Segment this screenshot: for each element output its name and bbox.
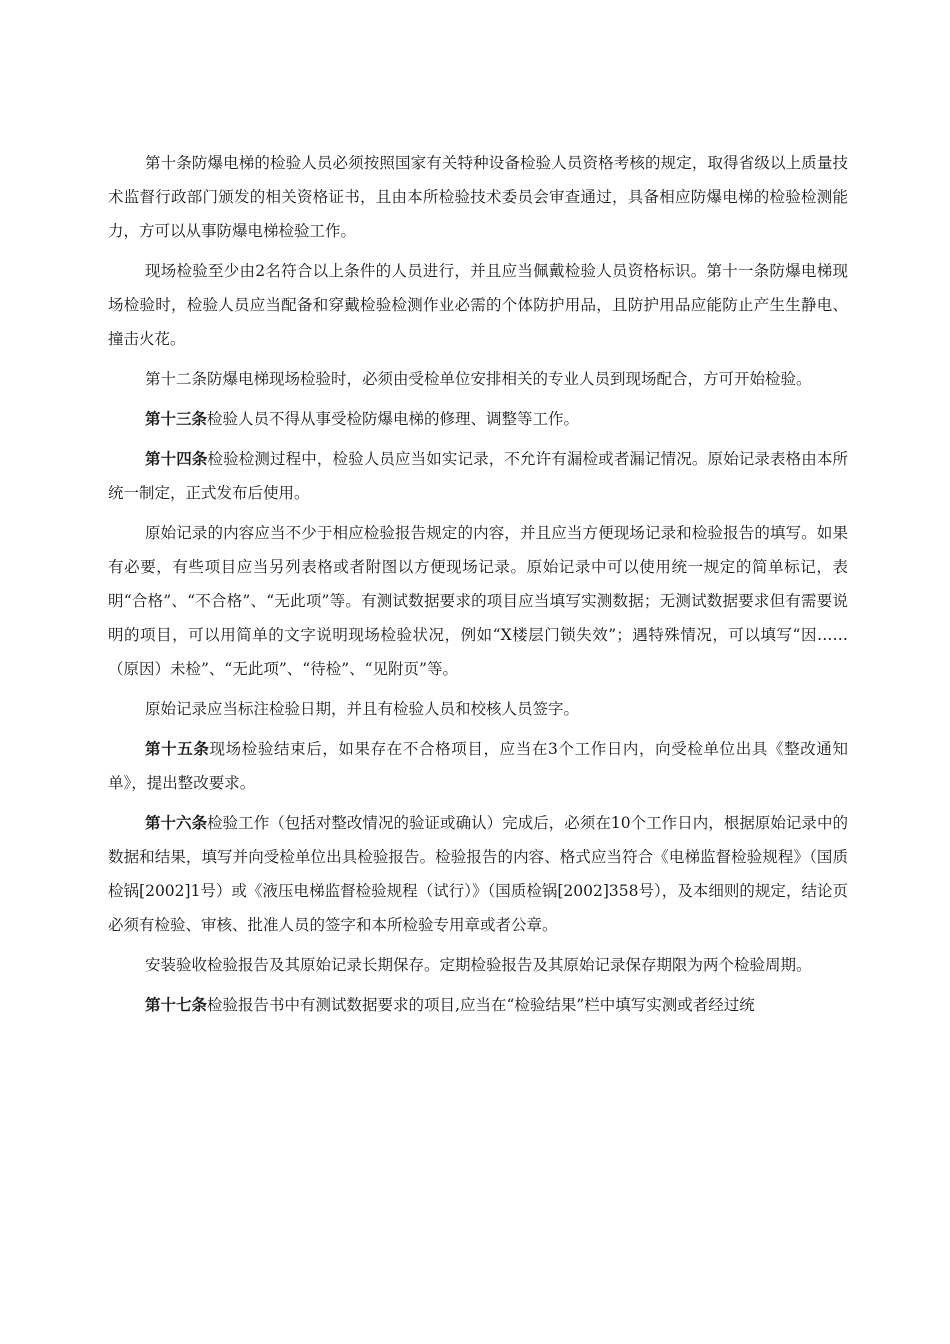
article-number: 第十六条 — [145, 814, 208, 832]
paragraph-article-17 — [108, 988, 848, 1022]
paragraph-article-15 — [108, 732, 848, 800]
article-number: 第十四条 — [145, 450, 208, 468]
paragraph-retention — [108, 948, 848, 982]
paragraph-text: 原始记录的内容应当不少于相应检验报告规定的内容，并且应当方便现场记录和检验报告的填写。如果有必要，有些项目应当另列表格或者附图以方便现场记录。原始记录中可以使用统一规定的简单标记，表明“合格”、“不合格”、“无此项”等。有测试数据要求的项目应当填写实测数据；无测试数据要求但有需要说明的项目，可以用简单的文字说明现场检验状况，例如“X楼层门锁失效”；遇特殊情况，可以填写“因……（原因）未检”、“无此项”、“待检”、“见附页”等。 — [108, 524, 848, 678]
paragraph-article-11 — [108, 254, 848, 356]
article-number: 第十七条 — [145, 996, 208, 1014]
paragraph-article-16 — [108, 806, 848, 942]
paragraph-article-14 — [108, 442, 848, 510]
paragraph-text: 安装验收检验报告及其原始记录长期保存。定期检验报告及其原始记录保存期限为两个检验周期。 — [145, 956, 812, 974]
document-page — [108, 146, 848, 1028]
paragraph-text: 检验人员不得从事受检防爆电梯的修理、调整等工作。 — [207, 410, 580, 428]
paragraph-text: 检验检测过程中，检验人员应当如实记录，不允许有漏检或者漏记情况。原始记录表格由本所统一制定，正式发布后使用。 — [108, 450, 848, 502]
paragraph-article-12 — [108, 362, 848, 396]
paragraph-text: 原始记录应当标注检验日期，并且有检验人员和校核人员签字。 — [145, 700, 580, 718]
paragraph-article-13 — [108, 402, 848, 436]
paragraph-text: 现场检验至少由2名符合以上条件的人员进行，并且应当佩戴检验人员资格标识。第十一条防爆电梯现场检验时，检验人员应当配备和穿戴检验检测作业必需的个体防护用品，且防护用品应能防止产生生静电、撞击火花。 — [108, 262, 848, 348]
paragraph-original-records — [108, 516, 848, 686]
paragraph-text: 检验工作（包括对整改情况的验证或确认）完成后，必须在10个工作日内，根据原始记录中的数据和结果，填写并向受检单位出具检验报告。检验报告的内容、格式应当符合《电梯监督检验规程》（国质检锅[2002]1号）或《液压电梯监督检验规程（试行）》（国质检锅[2002]358号），及本细则的规定，结论页必须有检验、审核、批准人员的签字和本所检验专用章或者公章。 — [108, 814, 848, 934]
paragraph-text: 第十条防爆电梯的检验人员必须按照国家有关特种设备检验人员资格考核的规定，取得省级以上质量技术监督行政部门颁发的相关资格证书，且由本所检验技术委员会审查通过，具备相应防爆电梯的检验检测能力，方可以从事防爆电梯检验工作。 — [108, 154, 848, 240]
article-number: 第十五条 — [145, 740, 210, 758]
article-number: 第十三条 — [145, 410, 208, 428]
paragraph-text: 检验报告书中有测试数据要求的项目,应当在“检验结果”栏中填写实测或者经过统 — [207, 996, 755, 1014]
paragraph-records-date — [108, 692, 848, 726]
paragraph-text: 现场检验结束后，如果存在不合格项目，应当在3个工作日内，向受检单位出具《整改通知单》，提出整改要求。 — [108, 740, 848, 792]
paragraph-article-10 — [108, 146, 848, 248]
paragraph-text: 第十二条防爆电梯现场检验时，必须由受检单位安排相关的专业人员到现场配合，方可开始检验。 — [145, 370, 812, 388]
